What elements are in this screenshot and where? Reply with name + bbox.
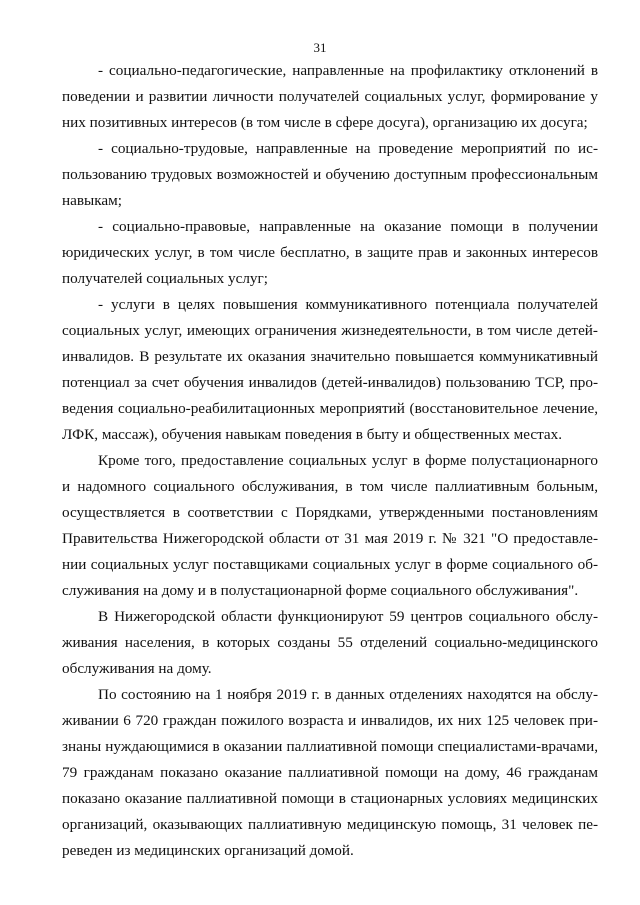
paragraph-communicative-services: - услуги в целях повышения коммуникативного потенциала получателей социальных услуг, имеющих ограничения жизнедеятельности, в том числе детей-инвалидов. В результате их оказания значительно повышается коммуникативный потенциал за счет обучения инвалидов (детей-инвалидов) пользованию ТСР, проведения социально-реабилитационных мероприятий (восстановительное лечение, ЛФК, массаж), обучения навыкам поведения в быту и общественных местах.	[62, 296, 598, 443]
paragraph-service-centers: В Нижегородской области функционируют 59 центров социального обслуживания населения, в которых созданы 55 отделений социально-медицинского обслуживания на дому.	[62, 608, 598, 677]
paragraph-social-legal: - социально-правовые, направленные на оказание помощи в получении юридических услуг, в том числе бесплатно, в защите прав и законных интересов получателей социальных услуг;	[62, 218, 598, 287]
paragraph-social-labor: - социально-трудовые, направленные на проведение мероприятий по использованию трудовых возможностей и обучению доступным профессиональным навыкам;	[62, 140, 598, 209]
document-body	[62, 58, 598, 864]
paragraph-semi-stationary-procedures: Кроме того, предоставление социальных услуг в форме полустационарного и надомного социального обслуживания, в том числе паллиативным больным, осуществляется в соответствии с Порядками, утвержденными постановлениям Правительства Нижегородской области от 31 мая 2019 г. № 321 "О предоставлении социальных услуг поставщиками социальных услуг в форме социального обслуживания на дому и в полустационарной форме социального обслуживания".	[62, 452, 598, 599]
paragraph-social-pedagogical: - социально-педагогические, направленные на профилактику отклонений в поведении и развитии личности получателей социальных услуг, формирование у них позитивных интересов (в том числе в сфере досуга), организацию их досуга;	[62, 62, 598, 131]
page-number: 31	[313, 40, 327, 55]
paragraph-statistics: По состоянию на 1 ноября 2019 г. в данных отделениях находятся на обслуживании 6 720 граждан пожилого возраста и инвалидов, их них 125 человек признаны нуждающимися в оказании паллиативной помощи специалистами-врачами, 79 гражданам показано оказание паллиативной помощи на дому, 46 гражданам показано оказание паллиативной помощи в стационарных условиях медицинских организаций, оказывающих паллиативную медицинскую помощь, 31 человек переведен из медицинских организаций домой.	[62, 686, 598, 859]
